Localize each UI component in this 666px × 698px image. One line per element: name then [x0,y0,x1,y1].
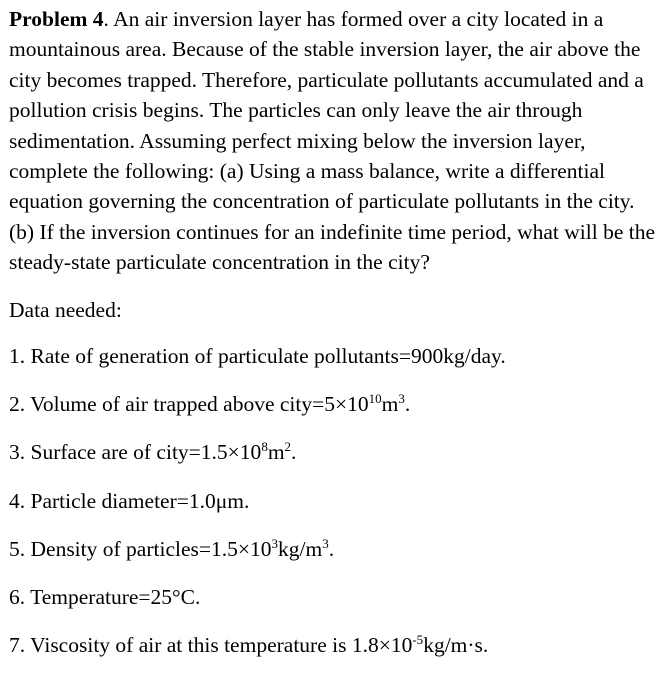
data-item-air-viscosity: 7. Viscosity of air at this temperature is $1.8\times 10^{-5}kg/m\cdot s$. [9,632,489,658]
problem-label: Problem 4 [9,7,104,31]
data-heading: Data needed: [9,297,122,322]
problem-statement [9,4,659,278]
data-item-generation-rate: 1. Rate of generation of particulate pollutants=900kg/day. [9,343,506,368]
data-item-temperature: 6. Temperature=25°C. [9,585,201,610]
data-item-particle-density: 5. Density of $particles=1.5\times 10^3kg/m^3$. [9,535,335,561]
data-item-surface-area: 3. Surface are of $city=1.5\times 10^8m^2$. [9,439,297,465]
document-body [9,4,659,679]
problem-text: . An air inversion layer has formed over a city located in a mountainous area. Because of the stable inversion layer, the air above the city becomes trapped. Therefore, particulate pollutants accumulated and a pollution crisis begins. The particles can only leave the air through sedimentation. Assuming perfect mixing below the inversion layer, complete the following: (a) Using a mass balance, write a differential equation governing the concentration of particulate pollutants in the city. (b) If the inversion continues for an indefinite time period, what will be the steady-state particulate concentration in the city? [9,7,656,275]
data-item-particle-diameter: 4. Particle diameter=1.0μm. [9,488,250,513]
data-item-air-volume: 2. Volume of air trapped above $city=5\times 10^{10}m^3$. [9,390,411,416]
data-list [9,341,659,661]
